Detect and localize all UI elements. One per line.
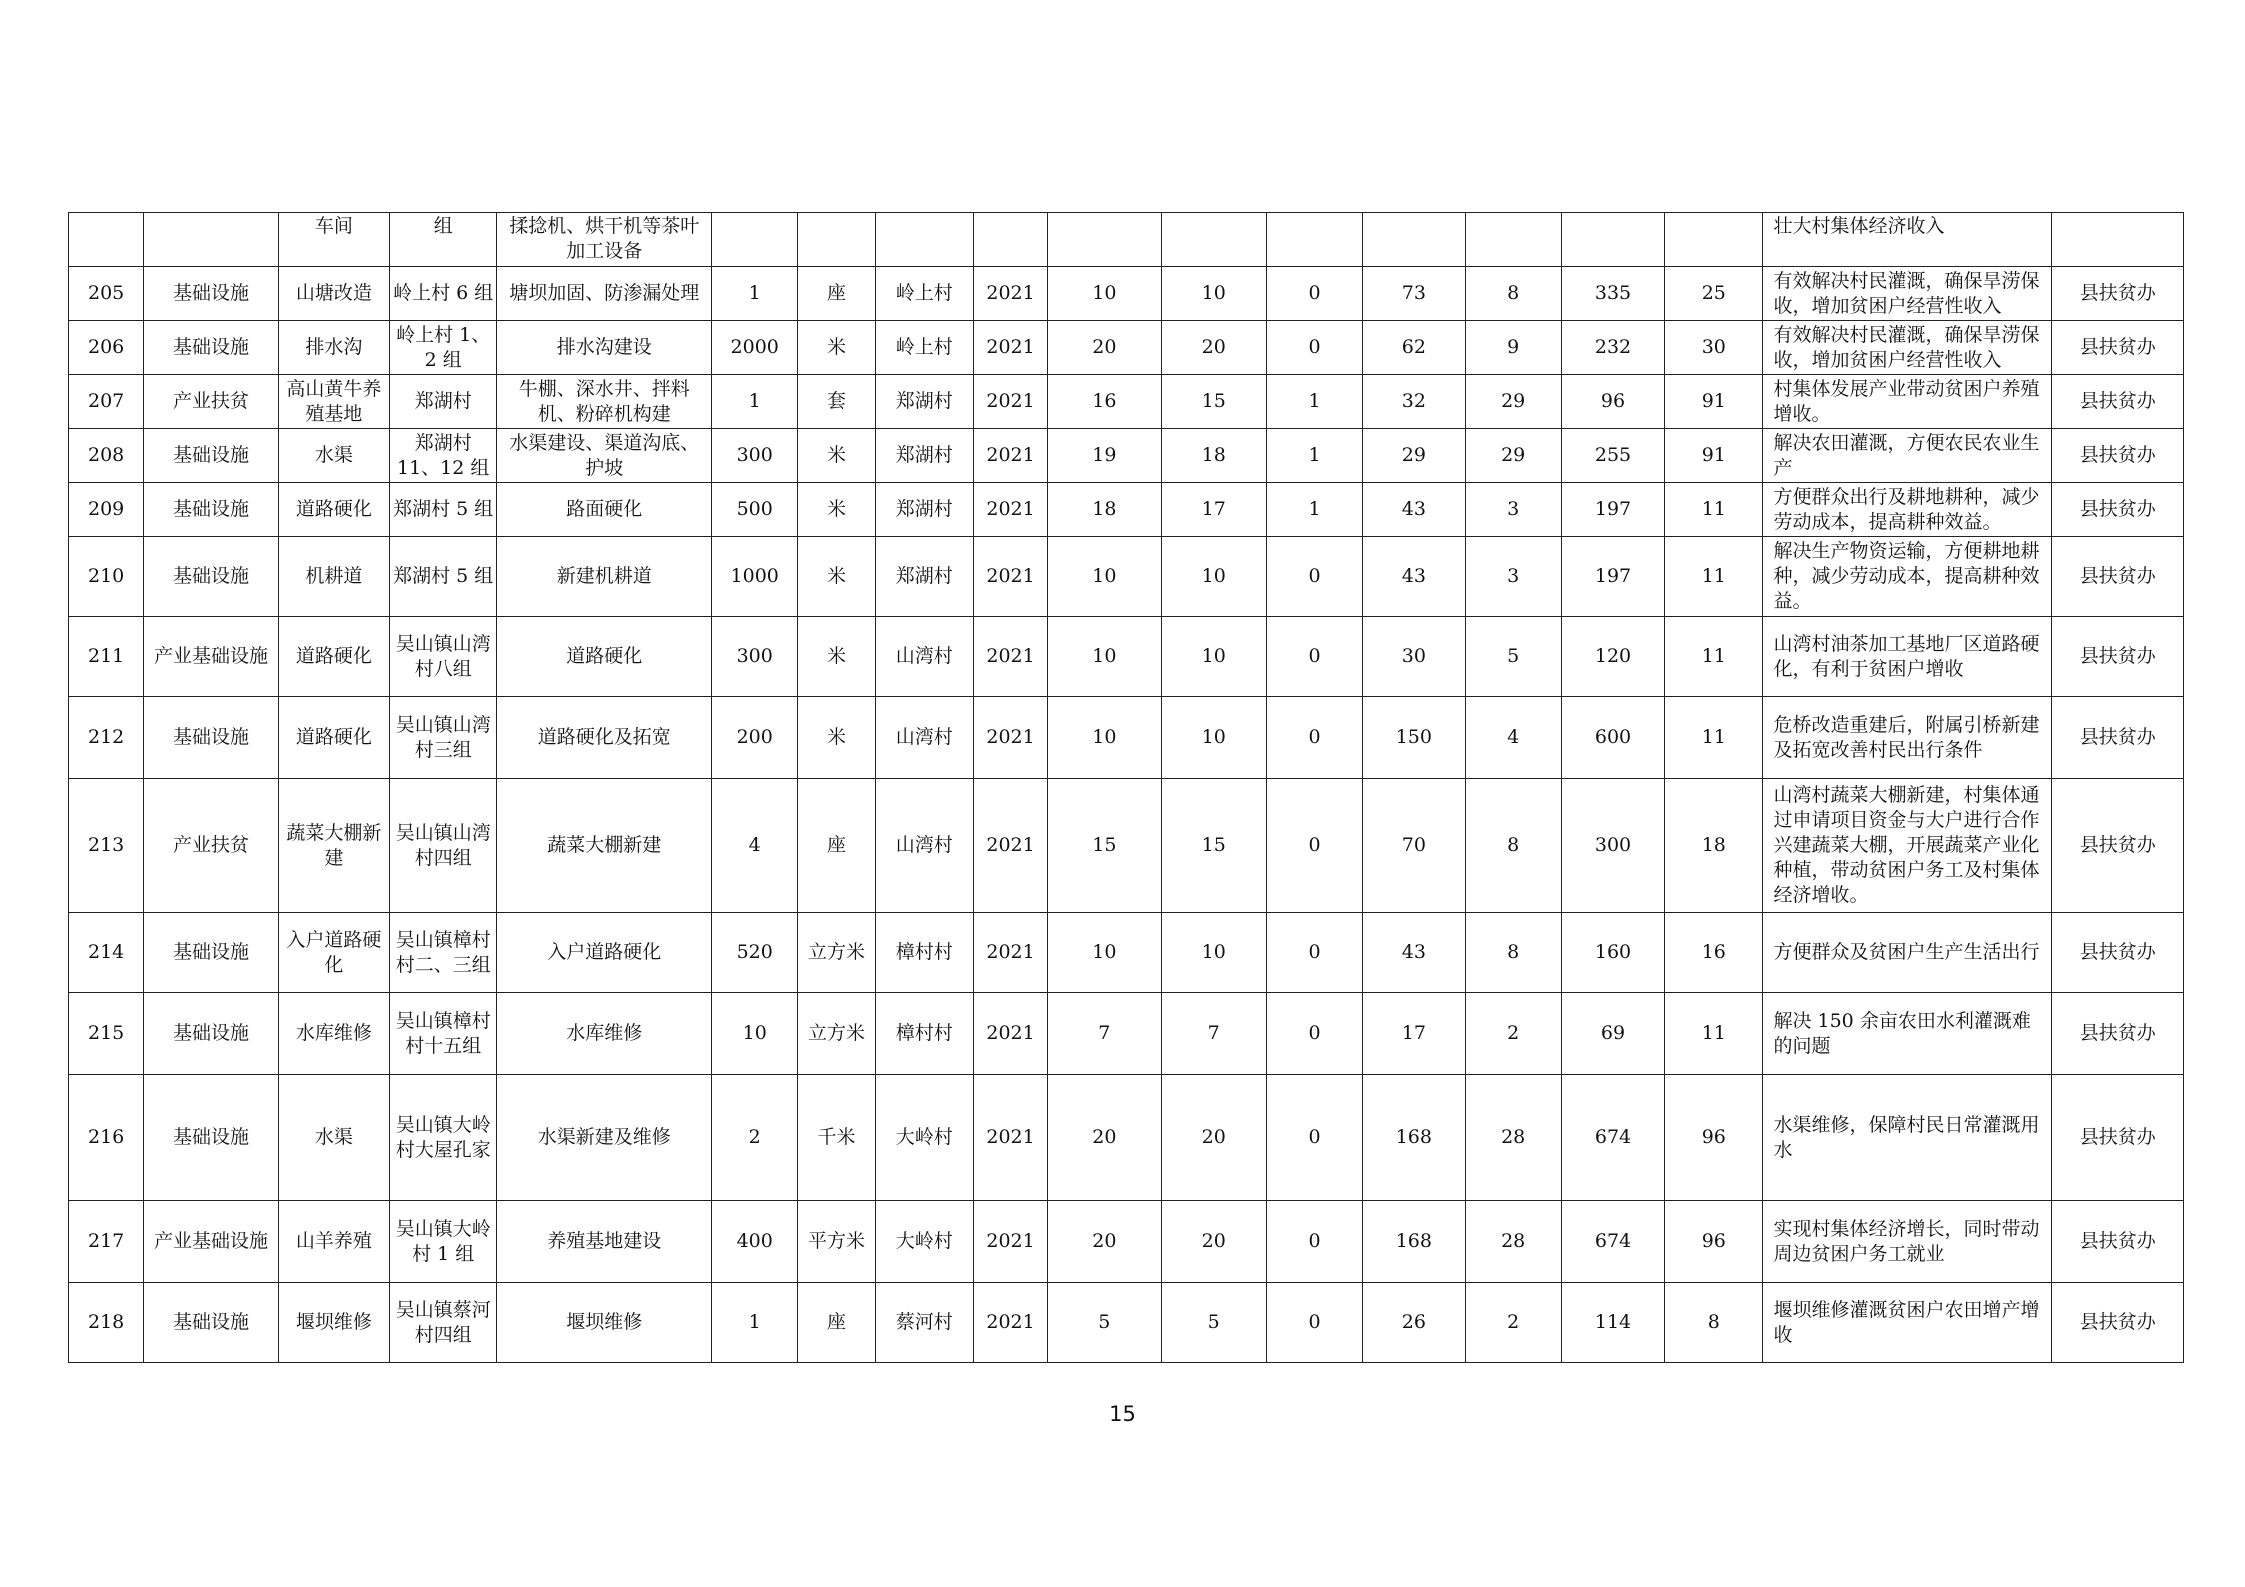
cell-project-name: 入户道路硬化 [278,913,389,993]
cell-department: 县扶贫办 [2052,993,2184,1075]
cell-total-investment: 18 [1048,483,1161,537]
cell-department: 县扶贫办 [2052,429,2184,483]
cell-category: 产业基础设施 [144,1201,278,1283]
cell-benefit: 解决农田灌溉，方便农民农业生产 [1763,429,2052,483]
page-number: 15 [1109,1402,1136,1426]
cell-village: 蔡河村 [875,1283,973,1363]
cell-poor-households: 8 [1465,913,1561,993]
cell-village: 郑湖村 [875,429,973,483]
cell-total-investment: 16 [1048,375,1161,429]
cell-poor-population: 91 [1665,429,1763,483]
cell-content: 揉捻机、烘干机等茶叶加工设备 [497,213,712,267]
cell-fund-a: 20 [1161,1201,1266,1283]
cell-village: 大岭村 [875,1075,973,1201]
cell-location: 吴山镇山湾村八组 [390,617,497,697]
cell-population: 255 [1561,429,1664,483]
cell-year: 2021 [973,697,1047,779]
cell-category: 产业扶贫 [144,779,278,913]
cell-category: 基础设施 [144,267,278,321]
cell-location: 郑湖村 5 组 [390,537,497,617]
cell-year: 2021 [973,537,1047,617]
cell-fund-a: 15 [1161,375,1266,429]
cell-unit [798,213,875,267]
cell-total-investment: 10 [1048,697,1161,779]
cell-total-investment: 19 [1048,429,1161,483]
cell-project-name: 排水沟 [278,321,389,375]
cell-content: 道路硬化及拓宽 [497,697,712,779]
cell-location: 岭上村 1、2 组 [390,321,497,375]
cell-location: 郑湖村 [390,375,497,429]
cell-households: 17 [1363,993,1465,1075]
cell-department: 县扶贫办 [2052,1283,2184,1363]
cell-year: 2021 [973,617,1047,697]
cell-total-investment: 10 [1048,267,1161,321]
cell-fund-b: 0 [1266,779,1362,913]
cell-content: 堰坝维修 [497,1283,712,1363]
cell-quantity: 400 [712,1201,798,1283]
cell-year: 2021 [973,483,1047,537]
cell-department: 县扶贫办 [2052,697,2184,779]
cell-project-name: 水渠 [278,429,389,483]
cell-population: 600 [1561,697,1664,779]
cell-population: 197 [1561,537,1664,617]
table-row [69,483,2184,537]
cell-poor-population: 11 [1665,697,1763,779]
cell-fund-b: 0 [1266,913,1362,993]
cell-unit: 米 [798,321,875,375]
cell-unit: 米 [798,617,875,697]
cell-poor-population: 18 [1665,779,1763,913]
cell-seq: 209 [69,483,144,537]
cell-village: 山湾村 [875,617,973,697]
cell-poor-households: 28 [1465,1201,1561,1283]
cell-location: 组 [390,213,497,267]
cell-total-investment: 20 [1048,321,1161,375]
cell-poor-population: 30 [1665,321,1763,375]
cell-year: 2021 [973,267,1047,321]
cell-poor-population: 11 [1665,537,1763,617]
cell-population: 674 [1561,1201,1664,1283]
cell-fund-b: 0 [1266,321,1362,375]
cell-poor-population: 96 [1665,1201,1763,1283]
cell-category: 基础设施 [144,1075,278,1201]
cell-project-name: 道路硬化 [278,697,389,779]
cell-location: 吴山镇山湾村四组 [390,779,497,913]
cell-fund-b [1266,213,1362,267]
cell-seq: 213 [69,779,144,913]
cell-total-investment: 10 [1048,537,1161,617]
cell-location: 吴山镇大岭村 1 组 [390,1201,497,1283]
cell-category: 基础设施 [144,913,278,993]
cell-location: 岭上村 6 组 [390,267,497,321]
cell-department: 县扶贫办 [2052,913,2184,993]
cell-households: 30 [1363,617,1465,697]
cell-fund-a: 5 [1161,1283,1266,1363]
cell-population: 160 [1561,913,1664,993]
cell-benefit: 实现村集体经济增长，同时带动周边贫困户务工就业 [1763,1201,2052,1283]
cell-content: 水渠建设、渠道沟底、护坡 [497,429,712,483]
cell-fund-a: 10 [1161,617,1266,697]
cell-village: 樟村村 [875,993,973,1075]
cell-year: 2021 [973,1075,1047,1201]
cell-benefit: 方便群众出行及耕地耕种，减少劳动成本，提高耕种效益。 [1763,483,2052,537]
cell-category [144,213,278,267]
cell-poor-population [1665,213,1763,267]
cell-content: 蔬菜大棚新建 [497,779,712,913]
cell-category: 基础设施 [144,1283,278,1363]
cell-poor-households: 3 [1465,483,1561,537]
cell-population: 120 [1561,617,1664,697]
cell-location: 吴山镇大岭村大屋孔家 [390,1075,497,1201]
cell-households: 32 [1363,375,1465,429]
cell-quantity: 4 [712,779,798,913]
cell-poor-households: 2 [1465,1283,1561,1363]
cell-households: 43 [1363,483,1465,537]
cell-poor-population: 11 [1665,483,1763,537]
cell-project-name: 车间 [278,213,389,267]
cell-category: 基础设施 [144,697,278,779]
cell-quantity: 1 [712,375,798,429]
cell-benefit: 山湾村油茶加工基地厂区道路硬化，有利于贫困户增收 [1763,617,2052,697]
cell-location: 吴山镇蔡河村四组 [390,1283,497,1363]
cell-households: 43 [1363,537,1465,617]
cell-total-investment: 10 [1048,617,1161,697]
cell-fund-b: 0 [1266,697,1362,779]
cell-project-name: 高山黄牛养殖基地 [278,375,389,429]
cell-benefit: 壮大村集体经济收入 [1763,213,2052,267]
cell-poor-households: 8 [1465,779,1561,913]
cell-poor-households: 2 [1465,993,1561,1075]
table-row [69,429,2184,483]
cell-unit: 座 [798,1283,875,1363]
cell-category: 基础设施 [144,537,278,617]
cell-households: 168 [1363,1201,1465,1283]
cell-population: 197 [1561,483,1664,537]
cell-seq: 206 [69,321,144,375]
cell-category: 基础设施 [144,993,278,1075]
table-row [69,913,2184,993]
cell-location: 郑湖村 11、12 组 [390,429,497,483]
cell-poor-households: 29 [1465,429,1561,483]
cell-households [1363,213,1465,267]
cell-location: 吴山镇樟村村十五组 [390,993,497,1075]
cell-poor-households: 28 [1465,1075,1561,1201]
cell-benefit: 水渠维修，保障村民日常灌溉用水 [1763,1075,2052,1201]
cell-seq: 214 [69,913,144,993]
cell-department: 县扶贫办 [2052,321,2184,375]
cell-department [2052,213,2184,267]
table-row-continued [69,213,2184,267]
cell-department: 县扶贫办 [2052,267,2184,321]
cell-year: 2021 [973,1283,1047,1363]
cell-project-name: 山羊养殖 [278,1201,389,1283]
cell-department: 县扶贫办 [2052,375,2184,429]
cell-benefit: 村集体发展产业带动贫困户养殖增收。 [1763,375,2052,429]
cell-seq: 212 [69,697,144,779]
cell-poor-population: 91 [1665,375,1763,429]
cell-project-name: 堰坝维修 [278,1283,389,1363]
cell-seq: 218 [69,1283,144,1363]
cell-seq: 217 [69,1201,144,1283]
cell-unit: 米 [798,483,875,537]
cell-content: 路面硬化 [497,483,712,537]
cell-seq: 205 [69,267,144,321]
cell-poor-households: 29 [1465,375,1561,429]
cell-fund-a: 20 [1161,321,1266,375]
cell-total-investment: 15 [1048,779,1161,913]
cell-unit: 立方米 [798,993,875,1075]
cell-population: 232 [1561,321,1664,375]
cell-benefit: 解决 150 余亩农田水利灌溉难的问题 [1763,993,2052,1075]
table-row [69,321,2184,375]
table-row [69,1283,2184,1363]
cell-village: 郑湖村 [875,483,973,537]
table-row [69,617,2184,697]
cell-department: 县扶贫办 [2052,1075,2184,1201]
cell-quantity: 10 [712,993,798,1075]
cell-content: 牛棚、深水井、拌料机、粉碎机构建 [497,375,712,429]
cell-households: 168 [1363,1075,1465,1201]
cell-population: 300 [1561,779,1664,913]
cell-fund-b: 0 [1266,267,1362,321]
cell-fund-b: 0 [1266,617,1362,697]
cell-project-name: 机耕道 [278,537,389,617]
cell-poor-population: 11 [1665,993,1763,1075]
cell-year: 2021 [973,779,1047,913]
cell-category: 基础设施 [144,483,278,537]
cell-quantity: 200 [712,697,798,779]
cell-benefit: 堰坝维修灌溉贫困户农田增产增收 [1763,1283,2052,1363]
cell-seq: 208 [69,429,144,483]
cell-department: 县扶贫办 [2052,617,2184,697]
cell-quantity: 300 [712,617,798,697]
cell-households: 29 [1363,429,1465,483]
cell-unit: 立方米 [798,913,875,993]
cell-poor-population: 25 [1665,267,1763,321]
cell-year: 2021 [973,321,1047,375]
project-table [68,212,2184,1363]
cell-fund-a: 18 [1161,429,1266,483]
table-row [69,375,2184,429]
cell-total-investment: 5 [1048,1283,1161,1363]
cell-poor-households: 5 [1465,617,1561,697]
table-row [69,697,2184,779]
cell-department: 县扶贫办 [2052,779,2184,913]
cell-seq: 210 [69,537,144,617]
cell-population [1561,213,1664,267]
cell-location: 吴山镇山湾村三组 [390,697,497,779]
cell-population: 69 [1561,993,1664,1075]
cell-quantity: 300 [712,429,798,483]
cell-poor-population: 8 [1665,1283,1763,1363]
cell-quantity: 1000 [712,537,798,617]
cell-poor-households: 9 [1465,321,1561,375]
cell-households: 150 [1363,697,1465,779]
cell-unit: 座 [798,779,875,913]
cell-poor-population: 16 [1665,913,1763,993]
cell-project-name: 道路硬化 [278,483,389,537]
cell-year: 2021 [973,993,1047,1075]
cell-year [973,213,1047,267]
cell-fund-b: 0 [1266,993,1362,1075]
cell-project-name: 水渠 [278,1075,389,1201]
cell-fund-b: 0 [1266,1075,1362,1201]
cell-fund-a: 10 [1161,267,1266,321]
cell-seq: 207 [69,375,144,429]
cell-total-investment: 20 [1048,1075,1161,1201]
cell-poor-households: 8 [1465,267,1561,321]
cell-unit: 座 [798,267,875,321]
cell-content: 水库维修 [497,993,712,1075]
cell-village: 郑湖村 [875,537,973,617]
table-row [69,1201,2184,1283]
cell-population: 96 [1561,375,1664,429]
cell-village: 山湾村 [875,697,973,779]
cell-fund-a: 7 [1161,993,1266,1075]
cell-benefit: 有效解决村民灌溉，确保旱涝保收，增加贫困户经营性收入 [1763,321,2052,375]
cell-fund-b: 1 [1266,375,1362,429]
cell-households: 62 [1363,321,1465,375]
cell-year: 2021 [973,1201,1047,1283]
cell-benefit: 山湾村蔬菜大棚新建，村集体通过申请项目资金与大户进行合作兴建蔬菜大棚，开展蔬菜产业化种植，带动贫困户务工及村集体经济增收。 [1763,779,2052,913]
cell-project-name: 水库维修 [278,993,389,1075]
cell-content: 道路硬化 [497,617,712,697]
cell-population: 114 [1561,1283,1664,1363]
cell-category: 产业基础设施 [144,617,278,697]
cell-quantity: 1 [712,1283,798,1363]
cell-unit: 米 [798,429,875,483]
cell-quantity: 520 [712,913,798,993]
cell-total-investment: 7 [1048,993,1161,1075]
cell-project-name: 蔬菜大棚新建 [278,779,389,913]
cell-year: 2021 [973,913,1047,993]
cell-poor-population: 11 [1665,617,1763,697]
cell-project-name: 山塘改造 [278,267,389,321]
cell-benefit: 危桥改造重建后，附属引桥新建及拓宽改善村民出行条件 [1763,697,2052,779]
cell-poor-population: 96 [1665,1075,1763,1201]
cell-content: 养殖基地建设 [497,1201,712,1283]
cell-content: 新建机耕道 [497,537,712,617]
cell-quantity: 2000 [712,321,798,375]
cell-population: 674 [1561,1075,1664,1201]
cell-fund-b: 1 [1266,483,1362,537]
cell-village: 山湾村 [875,779,973,913]
cell-benefit: 方便群众及贫困户生产生活出行 [1763,913,2052,993]
cell-category: 基础设施 [144,321,278,375]
cell-total-investment: 20 [1048,1201,1161,1283]
cell-seq: 211 [69,617,144,697]
cell-village [875,213,973,267]
cell-category: 产业扶贫 [144,375,278,429]
table-row [69,993,2184,1075]
cell-poor-households: 4 [1465,697,1561,779]
cell-fund-a: 10 [1161,537,1266,617]
cell-department: 县扶贫办 [2052,1201,2184,1283]
cell-village: 岭上村 [875,321,973,375]
cell-unit: 米 [798,537,875,617]
cell-quantity [712,213,798,267]
cell-quantity: 1 [712,267,798,321]
cell-unit: 套 [798,375,875,429]
cell-project-name: 道路硬化 [278,617,389,697]
cell-seq [69,213,144,267]
cell-village: 樟村村 [875,913,973,993]
cell-location: 郑湖村 5 组 [390,483,497,537]
cell-location: 吴山镇樟村村二、三组 [390,913,497,993]
cell-category: 基础设施 [144,429,278,483]
cell-content: 塘坝加固、防渗漏处理 [497,267,712,321]
cell-fund-a: 20 [1161,1075,1266,1201]
cell-total-investment [1048,213,1161,267]
cell-households: 70 [1363,779,1465,913]
cell-unit: 米 [798,697,875,779]
cell-fund-a: 10 [1161,913,1266,993]
cell-seq: 215 [69,993,144,1075]
cell-content: 水渠新建及维修 [497,1075,712,1201]
cell-quantity: 500 [712,483,798,537]
cell-village: 郑湖村 [875,375,973,429]
cell-fund-a: 15 [1161,779,1266,913]
cell-households: 43 [1363,913,1465,993]
cell-fund-b: 1 [1266,429,1362,483]
cell-fund-a: 17 [1161,483,1266,537]
cell-fund-a: 10 [1161,697,1266,779]
cell-benefit: 有效解决村民灌溉，确保旱涝保收，增加贫困户经营性收入 [1763,267,2052,321]
cell-fund-b: 0 [1266,1283,1362,1363]
table-row [69,779,2184,913]
cell-department: 县扶贫办 [2052,537,2184,617]
cell-quantity: 2 [712,1075,798,1201]
table-row [69,267,2184,321]
cell-content: 入户道路硬化 [497,913,712,993]
cell-benefit: 解决生产物资运输，方便耕地耕种，减少劳动成本，提高耕种效益。 [1763,537,2052,617]
cell-year: 2021 [973,375,1047,429]
cell-poor-households: 3 [1465,537,1561,617]
cell-village: 岭上村 [875,267,973,321]
cell-population: 335 [1561,267,1664,321]
cell-poor-households [1465,213,1561,267]
cell-year: 2021 [973,429,1047,483]
cell-unit: 平方米 [798,1201,875,1283]
table-row [69,537,2184,617]
cell-fund-b: 0 [1266,1201,1362,1283]
cell-seq: 216 [69,1075,144,1201]
table-row [69,1075,2184,1201]
cell-households: 73 [1363,267,1465,321]
cell-fund-a [1161,213,1266,267]
cell-total-investment: 10 [1048,913,1161,993]
cell-households: 26 [1363,1283,1465,1363]
cell-fund-b: 0 [1266,537,1362,617]
cell-content: 排水沟建设 [497,321,712,375]
cell-unit: 千米 [798,1075,875,1201]
cell-village: 大岭村 [875,1201,973,1283]
cell-department: 县扶贫办 [2052,483,2184,537]
